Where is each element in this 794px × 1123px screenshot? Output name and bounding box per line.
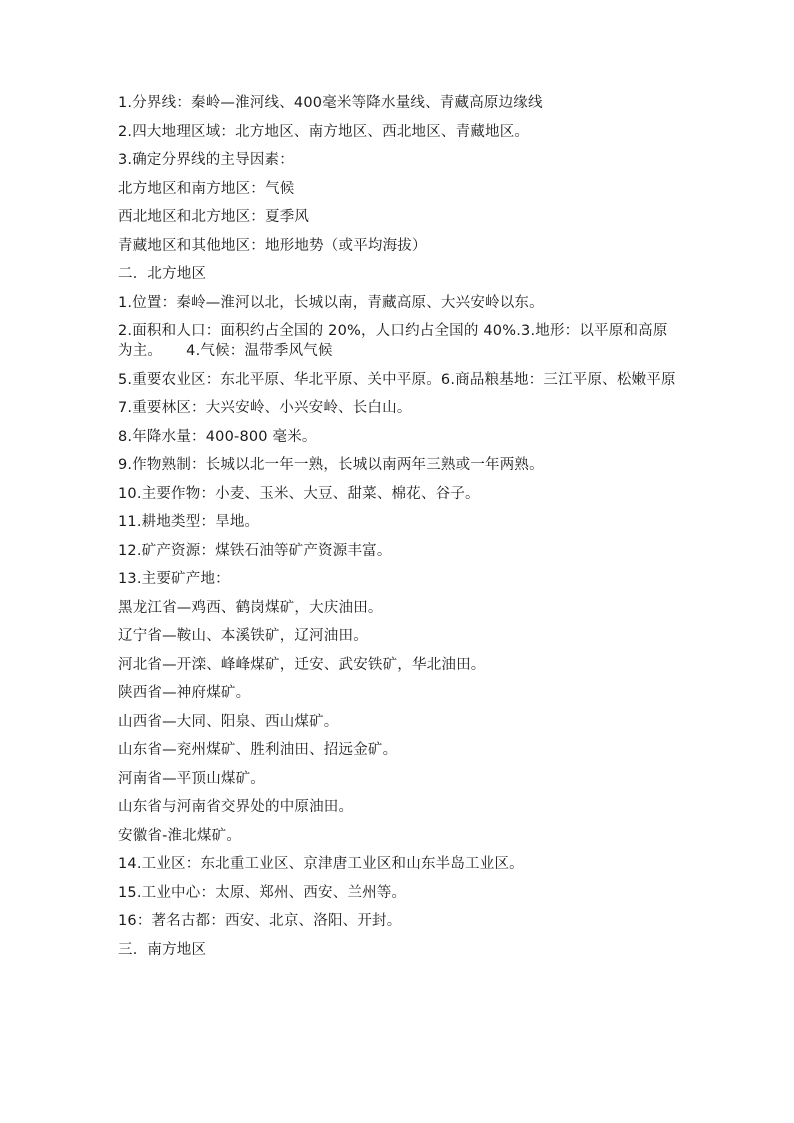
text-line: 黑龙江省—鸡西、鹤岗煤矿，大庆油田。: [118, 599, 383, 616]
text-line: 山西省—大同、阳泉、西山煤矿。: [118, 713, 339, 730]
text-line: 9.作物熟制：长城以北一年一熟，长城以南两年三熟或一年两熟。: [118, 457, 544, 473]
text-line: 12.矿产资源：煤铁石油等矿产资源丰富。: [118, 542, 392, 559]
text-line: 3.确定分界线的主导因素：: [118, 152, 294, 168]
text-line: 1.位置：秦岭—淮河以北，长城以南，青藏高原、大兴安岭以东。: [118, 294, 544, 311]
text-line: 山东省—兖州煤矿、胜利油田、招远金矿。: [118, 742, 398, 758]
section-heading: 三．南方地区: [118, 941, 207, 958]
text-line: 北方地区和南方地区：气候: [118, 180, 295, 197]
section-heading: 二．北方地区: [118, 266, 207, 282]
text-line: 西北地区和北方地区：夏季风: [118, 209, 310, 225]
text-line: 1.分界线：秦岭—淮河线、400毫米等降水量线、青藏高原边缘线: [118, 95, 543, 111]
document-body: [118, 93, 678, 968]
text-line: 8.年降水量：400-800 毫米。: [118, 428, 317, 445]
text-line: 15.工业中心：太原、郑州、西安、兰州等。: [118, 884, 407, 901]
text-line: 陕西省—神府煤矿。: [118, 685, 251, 701]
text-line: 11.耕地类型：旱地。: [118, 514, 260, 530]
text-line: 辽宁省—鞍山、本溪铁矿，辽河油田。: [118, 628, 368, 644]
text-line: 2.面积和人口：面积约占全国的 20%，人口约占全国的 40%.3.地形：以平原和高原为主。 4.气候：温带季风气候: [118, 323, 668, 359]
text-line: 河北省—开滦、峰峰煤矿，迁安、武安铁矿，华北油田。: [118, 656, 486, 673]
text-line: 青藏地区和其他地区：地形地势（或平均海拔）: [118, 237, 427, 254]
text-line: 河南省—平顶山煤矿。: [118, 770, 265, 787]
text-line: 安徽省-淮北煤矿。: [118, 827, 242, 844]
text-line: 山东省与河南省交界处的中原油田。: [118, 799, 354, 815]
text-line: 16：著名古都：西安、北京、洛阳、开封。: [118, 913, 402, 929]
text-line: 5.重要农业区：东北平原、华北平原、关中平原。6.商品粮基地：三江平原、松嫩平原: [118, 371, 676, 388]
text-line: 2.四大地理区域：北方地区、南方地区、西北地区、青藏地区。: [118, 123, 530, 140]
text-line: 14.工业区：东北重工业区、京津唐工业区和山东半岛工业区。: [118, 856, 524, 872]
text-line: 7.重要林区：大兴安岭、小兴安岭、长白山。: [118, 400, 412, 416]
text-line: 13.主要矿产地：: [118, 571, 230, 587]
text-line: 10.主要作物：小麦、玉米、大豆、甜菜、棉花、谷子。: [118, 485, 480, 502]
